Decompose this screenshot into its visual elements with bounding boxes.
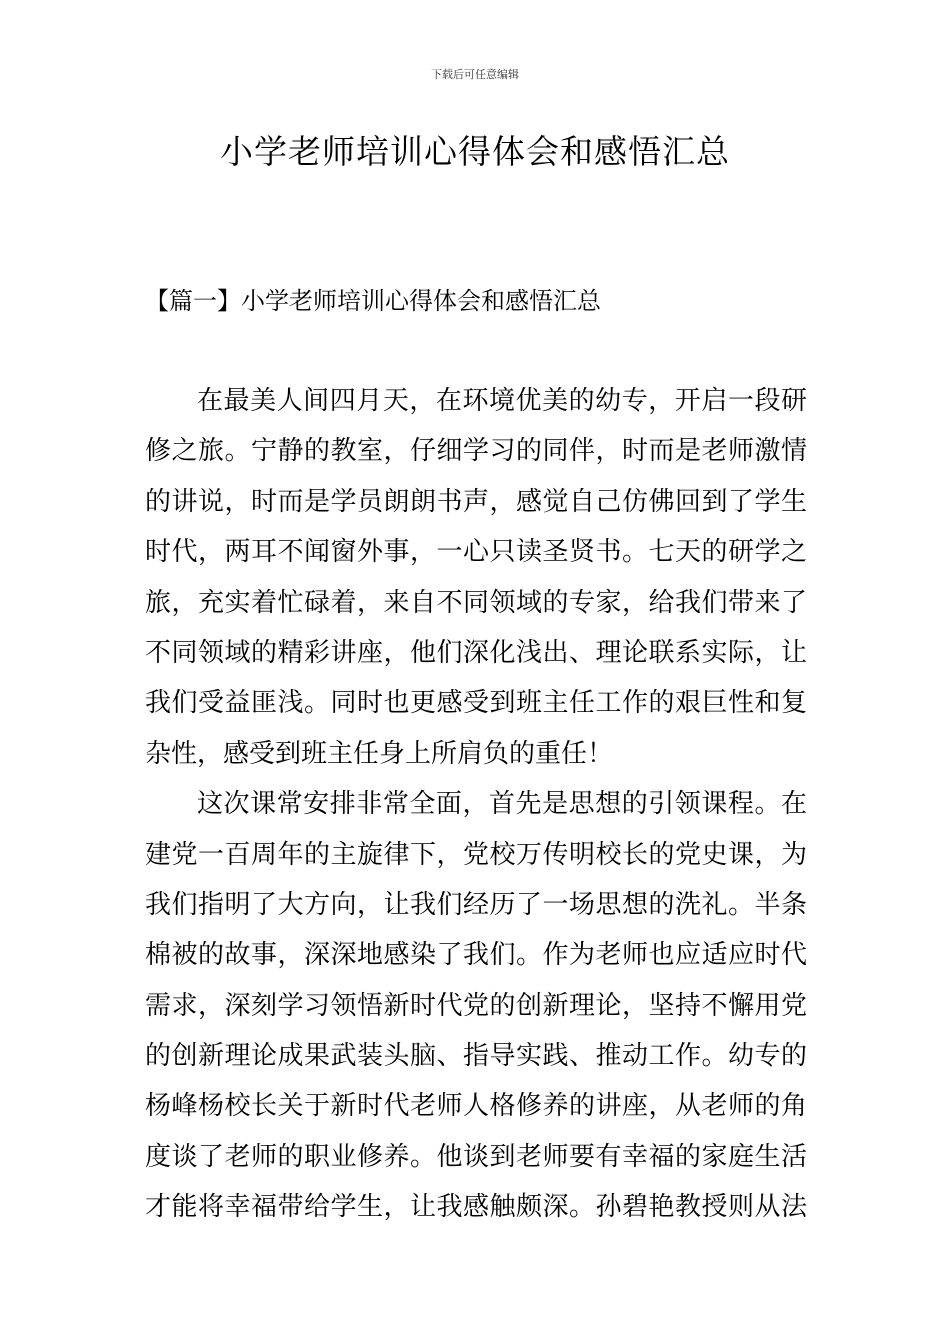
text-line: 在最美人间四月天，在环境优美的幼专，开启一段研 — [197, 386, 807, 416]
body-text — [145, 376, 807, 1233]
section-heading: 【篇一】小学老师培训心得体会和感悟汇总 — [145, 287, 601, 315]
header-note: 下载后可任意编辑 — [431, 68, 519, 81]
text-line: 才能将幸福带给学生，让我感触颇深。孙碧艳教授则从法 — [145, 1192, 807, 1223]
text-line: 这次课常安排非常全面，首先是思想的引领课程。在 — [197, 789, 807, 820]
text-line: 我们指明了大方向，让我们经历了一场思想的洗礼。半条 — [145, 889, 807, 920]
text-line: 建党一百周年的主旋律下，党校万传明校长的党史课，为 — [145, 839, 807, 870]
text-line: 杂性，感受到班主任身上所肩负的重任！ — [145, 738, 614, 769]
text-line: 的创新理论成果武装头脑、指导实践、推动工作。幼专的 — [145, 1041, 807, 1072]
text-line: 我们受益匪浅。同时也更感受到班主任工作的艰巨性和复 — [145, 688, 807, 719]
text-line: 不同领域的精彩讲座，他们深化浅出、理论联系实际，让 — [145, 637, 807, 668]
text-line: 度谈了老师的职业修养。他谈到老师要有幸福的家庭生活 — [145, 1141, 807, 1172]
text-line: 修之旅。宁静的教室，仔细学习的同伴，时而是老师激情 — [145, 436, 807, 467]
paragraph-1 — [145, 376, 807, 779]
paragraph-2 — [145, 779, 807, 1233]
text-line: 棉被的故事，深深地感染了我们。作为老师也应适应时代 — [145, 940, 807, 971]
text-line: 旅，充实着忙碌着，来自不同领域的专家，给我们带来了 — [145, 587, 807, 618]
text-line: 需求，深刻学习领悟新时代党的创新理论，坚持不懈用党 — [145, 990, 807, 1021]
document-title: 小学老师培训心得体会和感悟汇总 — [220, 132, 730, 171]
text-line: 杨峰杨校长关于新时代老师人格修养的讲座，从老师的角 — [145, 1091, 807, 1122]
text-line: 时代，两耳不闻窗外事，一心只读圣贤书。七天的研学之 — [145, 537, 807, 568]
text-line: 的讲说，时而是学员朗朗书声，感觉自己仿佛回到了学生 — [145, 486, 807, 517]
